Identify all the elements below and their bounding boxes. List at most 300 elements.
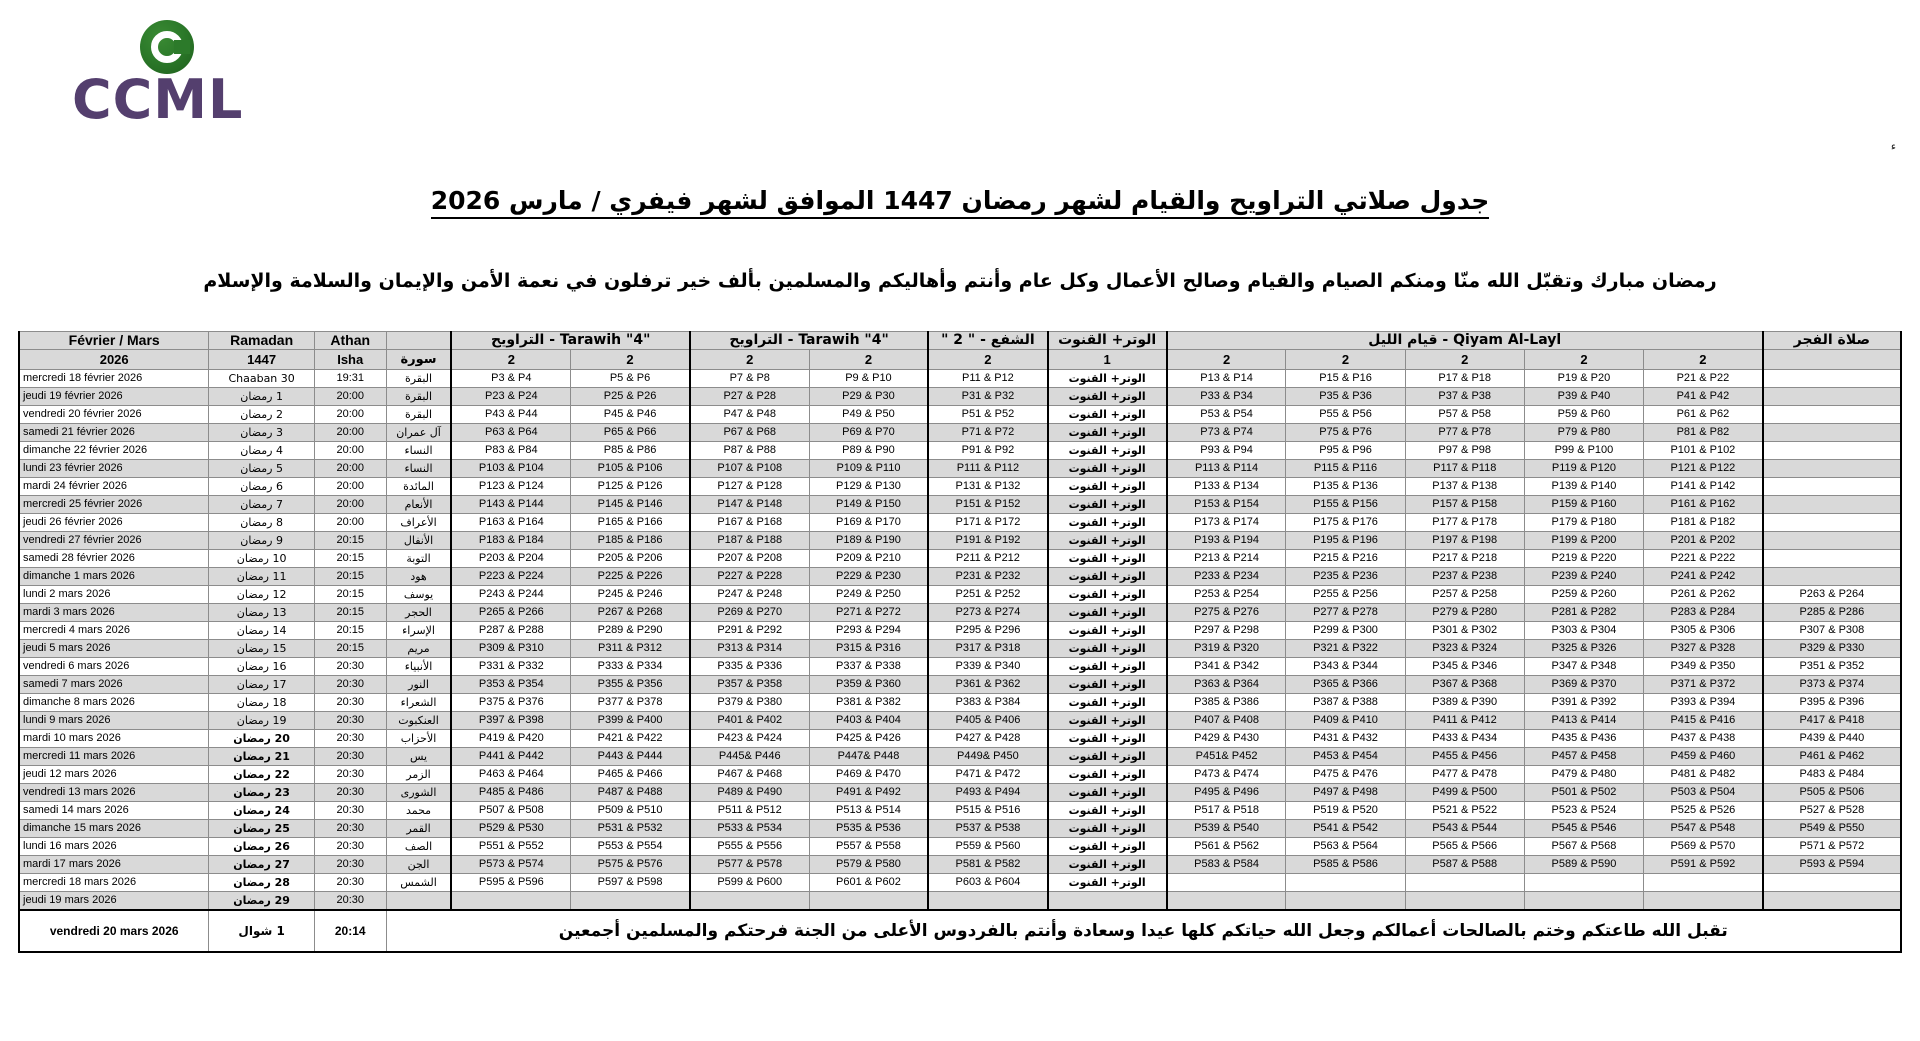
cell-tarawih-2: P85 & P86 xyxy=(571,442,690,460)
cell-qiyam-2: P497 & P498 xyxy=(1286,784,1405,802)
table-row[interactable] xyxy=(19,730,1901,748)
cell-qiyam-1: P473 & P474 xyxy=(1167,766,1286,784)
cell-sourat: الأعراف xyxy=(386,514,451,532)
cell-tarawih-4: P49 & P50 xyxy=(809,406,928,424)
footer-athan: 20:14 xyxy=(314,910,386,952)
cell-qiyam-3: P499 & P500 xyxy=(1405,784,1524,802)
cell-tarawih-3: P489 & P490 xyxy=(690,784,809,802)
cell-qiyam-1: P213 & P214 xyxy=(1167,550,1286,568)
cell-qiyam-2: P195 & P196 xyxy=(1286,532,1405,550)
cell-tarawih-1: P595 & P596 xyxy=(451,874,570,892)
cell-qiyam-2: P563 & P564 xyxy=(1286,838,1405,856)
cell-sourat: الصف xyxy=(386,838,451,856)
cell-qiyam-5: P591 & P592 xyxy=(1644,856,1763,874)
cell-athan: 20:15 xyxy=(314,568,386,586)
header-count-col-8: 2 xyxy=(928,350,1047,370)
cell-qiyam-2 xyxy=(1286,892,1405,911)
cell-date: mardi 17 mars 2026 xyxy=(19,856,209,874)
cell-shafi: P449& P450 xyxy=(928,748,1047,766)
cell-sourat: محمد xyxy=(386,802,451,820)
cell-qiyam-4: P479 & P480 xyxy=(1524,766,1643,784)
page-title-text: جدول صلاتي التراويح والقيام لشهر رمضان 1447 الموافق لشهر فيفري / مارس 2026 xyxy=(431,186,1490,219)
cell-tarawih-2: P421 & P422 xyxy=(571,730,690,748)
cell-tarawih-4: P535 & P536 xyxy=(809,820,928,838)
header-group-1: Ramadan xyxy=(209,332,314,350)
cell-shafi: P31 & P32 xyxy=(928,388,1047,406)
cell-ramadan: 13 رمضان xyxy=(209,604,314,622)
cell-tarawih-2: P553 & P554 xyxy=(571,838,690,856)
cell-athan: 20:30 xyxy=(314,802,386,820)
cell-witr: الوتر+ القنوت xyxy=(1048,712,1167,730)
cell-tarawih-3: P7 & P8 xyxy=(690,370,809,388)
table-row[interactable] xyxy=(19,802,1901,820)
cell-date: dimanche 1 mars 2026 xyxy=(19,568,209,586)
cell-sourat: الزمر xyxy=(386,766,451,784)
cell-tarawih-3: P147 & P148 xyxy=(690,496,809,514)
cell-tarawih-4: P579 & P580 xyxy=(809,856,928,874)
cell-athan: 20:00 xyxy=(314,406,386,424)
cell-tarawih-2: P575 & P576 xyxy=(571,856,690,874)
cell-fajr xyxy=(1763,514,1901,532)
cell-sourat: الأنبياء xyxy=(386,658,451,676)
cell-qiyam-2: P299 & P300 xyxy=(1286,622,1405,640)
header-group-6: الشفع - " 2 " xyxy=(928,332,1047,350)
cell-date: dimanche 8 mars 2026 xyxy=(19,694,209,712)
table-row[interactable] xyxy=(19,406,1901,424)
cell-qiyam-4: P545 & P546 xyxy=(1524,820,1643,838)
logo-wordmark: CCML xyxy=(72,68,244,131)
cell-ramadan: 28 رمضان xyxy=(209,874,314,892)
cell-tarawih-1: P353 & P354 xyxy=(451,676,570,694)
cell-witr: الوتر+ القنوت xyxy=(1048,658,1167,676)
cell-athan: 20:30 xyxy=(314,820,386,838)
cell-qiyam-5: P181 & P182 xyxy=(1644,514,1763,532)
header-group-8: Qiyam Al-Layl - قيام الليل xyxy=(1167,332,1763,350)
cell-fajr xyxy=(1763,874,1901,892)
table-row[interactable] xyxy=(19,604,1901,622)
cell-tarawih-2: P399 & P400 xyxy=(571,712,690,730)
cell-date: samedi 21 février 2026 xyxy=(19,424,209,442)
cell-sourat: البقرة xyxy=(386,406,451,424)
cell-witr: الوتر+ القنوت xyxy=(1048,748,1167,766)
cell-tarawih-1: P83 & P84 xyxy=(451,442,570,460)
cell-qiyam-1: P341 & P342 xyxy=(1167,658,1286,676)
table-row[interactable] xyxy=(19,532,1901,550)
cell-tarawih-1: P375 & P376 xyxy=(451,694,570,712)
cell-qiyam-1 xyxy=(1167,892,1286,911)
cell-tarawih-1: P265 & P266 xyxy=(451,604,570,622)
cell-qiyam-2: P585 & P586 xyxy=(1286,856,1405,874)
cell-qiyam-1: P193 & P194 xyxy=(1167,532,1286,550)
cell-witr: الوتر+ القنوت xyxy=(1048,622,1167,640)
cell-sourat: الأنعام xyxy=(386,496,451,514)
cell-sourat: الأنفال xyxy=(386,532,451,550)
cell-fajr xyxy=(1763,532,1901,550)
cell-athan: 20:30 xyxy=(314,766,386,784)
table-row[interactable] xyxy=(19,442,1901,460)
cell-tarawih-2: P245 & P246 xyxy=(571,586,690,604)
cell-qiyam-4: P369 & P370 xyxy=(1524,676,1643,694)
table-row[interactable] xyxy=(19,388,1901,406)
cell-date: dimanche 15 mars 2026 xyxy=(19,820,209,838)
cell-tarawih-1: P103 & P104 xyxy=(451,460,570,478)
cell-athan: 20:00 xyxy=(314,478,386,496)
cell-tarawih-2: P5 & P6 xyxy=(571,370,690,388)
cell-qiyam-5: P415 & P416 xyxy=(1644,712,1763,730)
table-row[interactable] xyxy=(19,478,1901,496)
cell-sourat: الحجر xyxy=(386,604,451,622)
cell-sourat: التوبة xyxy=(386,550,451,568)
table-row[interactable] xyxy=(19,856,1901,874)
table-row[interactable] xyxy=(19,874,1901,892)
cell-shafi: P211 & P212 xyxy=(928,550,1047,568)
cell-tarawih-1: P287 & P288 xyxy=(451,622,570,640)
cell-tarawih-4: P149 & P150 xyxy=(809,496,928,514)
cell-qiyam-1: P93 & P94 xyxy=(1167,442,1286,460)
cell-qiyam-3: P137 & P138 xyxy=(1405,478,1524,496)
cell-date: samedi 7 mars 2026 xyxy=(19,676,209,694)
cell-qiyam-5 xyxy=(1644,874,1763,892)
cell-qiyam-1: P13 & P14 xyxy=(1167,370,1286,388)
cell-witr: الوتر+ القنوت xyxy=(1048,442,1167,460)
cell-witr: الوتر+ القنوت xyxy=(1048,640,1167,658)
cell-tarawih-3: P379 & P380 xyxy=(690,694,809,712)
cell-qiyam-3: P367 & P368 xyxy=(1405,676,1524,694)
cell-athan: 20:00 xyxy=(314,388,386,406)
header-count-col-3: سورة xyxy=(386,350,451,370)
cell-tarawih-2: P509 & P510 xyxy=(571,802,690,820)
cell-qiyam-4: P457 & P458 xyxy=(1524,748,1643,766)
cell-witr: الوتر+ القنوت xyxy=(1048,424,1167,442)
cell-sourat: النساء xyxy=(386,442,451,460)
table-row[interactable] xyxy=(19,712,1901,730)
cell-athan: 20:30 xyxy=(314,874,386,892)
cell-witr: الوتر+ القنوت xyxy=(1048,388,1167,406)
cell-athan: 20:15 xyxy=(314,622,386,640)
cell-shafi: P111 & P112 xyxy=(928,460,1047,478)
cell-tarawih-1: P419 & P420 xyxy=(451,730,570,748)
cell-qiyam-2: P75 & P76 xyxy=(1286,424,1405,442)
cell-tarawih-4: P69 & P70 xyxy=(809,424,928,442)
cell-tarawih-2: P333 & P334 xyxy=(571,658,690,676)
cell-qiyam-4: P435 & P436 xyxy=(1524,730,1643,748)
cell-qiyam-3: P157 & P158 xyxy=(1405,496,1524,514)
cell-qiyam-1: P583 & P584 xyxy=(1167,856,1286,874)
cell-sourat: آل عمران xyxy=(386,424,451,442)
cell-qiyam-2: P475 & P476 xyxy=(1286,766,1405,784)
table-row[interactable] xyxy=(19,892,1901,911)
cell-tarawih-3: P107 & P108 xyxy=(690,460,809,478)
cell-witr: الوتر+ القنوت xyxy=(1048,838,1167,856)
cell-qiyam-2 xyxy=(1286,874,1405,892)
cell-qiyam-2: P277 & P278 xyxy=(1286,604,1405,622)
cell-sourat: النساء xyxy=(386,460,451,478)
cell-qiyam-3: P345 & P346 xyxy=(1405,658,1524,676)
cell-tarawih-4: P229 & P230 xyxy=(809,568,928,586)
cell-ramadan: 1 رمضان xyxy=(209,388,314,406)
cell-tarawih-4: P189 & P190 xyxy=(809,532,928,550)
cell-date: mardi 24 février 2026 xyxy=(19,478,209,496)
cell-sourat: المائدة xyxy=(386,478,451,496)
cell-sourat: هود xyxy=(386,568,451,586)
cell-qiyam-4: P303 & P304 xyxy=(1524,622,1643,640)
cell-qiyam-2: P15 & P16 xyxy=(1286,370,1405,388)
cell-fajr xyxy=(1763,550,1901,568)
table-head xyxy=(19,332,1901,370)
cell-shafi: P91 & P92 xyxy=(928,442,1047,460)
cell-qiyam-2: P215 & P216 xyxy=(1286,550,1405,568)
cell-qiyam-4: P347 & P348 xyxy=(1524,658,1643,676)
cell-qiyam-2: P453 & P454 xyxy=(1286,748,1405,766)
table-row[interactable] xyxy=(19,568,1901,586)
cell-qiyam-5: P327 & P328 xyxy=(1644,640,1763,658)
table-row[interactable] xyxy=(19,460,1901,478)
cell-tarawih-3: P187 & P188 xyxy=(690,532,809,550)
header-count-col-12: 2 xyxy=(1405,350,1524,370)
cell-qiyam-3: P565 & P566 xyxy=(1405,838,1524,856)
table-row[interactable] xyxy=(19,694,1901,712)
cell-qiyam-1: P33 & P34 xyxy=(1167,388,1286,406)
cell-shafi: P581 & P582 xyxy=(928,856,1047,874)
cell-sourat: العنكبوت xyxy=(386,712,451,730)
cell-tarawih-3: P577 & P578 xyxy=(690,856,809,874)
cell-qiyam-1: P385 & P386 xyxy=(1167,694,1286,712)
cell-qiyam-3: P389 & P390 xyxy=(1405,694,1524,712)
cell-tarawih-1: P243 & P244 xyxy=(451,586,570,604)
cell-witr: الوتر+ القنوت xyxy=(1048,460,1167,478)
cell-shafi: P71 & P72 xyxy=(928,424,1047,442)
cell-fajr: P263 & P264 xyxy=(1763,586,1901,604)
cell-athan: 20:30 xyxy=(314,892,386,911)
table-row[interactable] xyxy=(19,658,1901,676)
cell-fajr: P373 & P374 xyxy=(1763,676,1901,694)
table-row[interactable] xyxy=(19,748,1901,766)
cell-qiyam-4: P159 & P160 xyxy=(1524,496,1643,514)
cell-qiyam-3: P433 & P434 xyxy=(1405,730,1524,748)
cell-qiyam-5: P121 & P122 xyxy=(1644,460,1763,478)
cell-date: samedi 14 mars 2026 xyxy=(19,802,209,820)
cell-qiyam-3: P411 & P412 xyxy=(1405,712,1524,730)
cell-tarawih-3: P445& P446 xyxy=(690,748,809,766)
cell-tarawih-2: P443 & P444 xyxy=(571,748,690,766)
header-group-7: الوتر+ القنوت xyxy=(1048,332,1167,350)
cell-tarawih-1: P183 & P184 xyxy=(451,532,570,550)
cell-ramadan: 8 رمضان xyxy=(209,514,314,532)
cell-fajr xyxy=(1763,424,1901,442)
cell-witr: الوتر+ القنوت xyxy=(1048,802,1167,820)
cell-witr: الوتر+ القنوت xyxy=(1048,676,1167,694)
cell-qiyam-4: P413 & P414 xyxy=(1524,712,1643,730)
cell-qiyam-5: P241 & P242 xyxy=(1644,568,1763,586)
cell-qiyam-5: P437 & P438 xyxy=(1644,730,1763,748)
cell-qiyam-2: P95 & P96 xyxy=(1286,442,1405,460)
cell-qiyam-2: P55 & P56 xyxy=(1286,406,1405,424)
cell-date: mercredi 25 février 2026 xyxy=(19,496,209,514)
cell-qiyam-2: P541 & P542 xyxy=(1286,820,1405,838)
cell-qiyam-4: P219 & P220 xyxy=(1524,550,1643,568)
cell-ramadan: 3 رمضان xyxy=(209,424,314,442)
cell-qiyam-4 xyxy=(1524,892,1643,911)
header-count-col-10: 2 xyxy=(1167,350,1286,370)
cell-fajr: P461 & P462 xyxy=(1763,748,1901,766)
cell-qiyam-5: P141 & P142 xyxy=(1644,478,1763,496)
cell-tarawih-2: P311 & P312 xyxy=(571,640,690,658)
cell-qiyam-2: P321 & P322 xyxy=(1286,640,1405,658)
cell-sourat: الشمس xyxy=(386,874,451,892)
cell-qiyam-1: P113 & P114 xyxy=(1167,460,1286,478)
cell-qiyam-1: P73 & P74 xyxy=(1167,424,1286,442)
cell-qiyam-5: P305 & P306 xyxy=(1644,622,1763,640)
table-row[interactable] xyxy=(19,766,1901,784)
cell-tarawih-2: P377 & P378 xyxy=(571,694,690,712)
header-count-col-11: 2 xyxy=(1286,350,1405,370)
cell-tarawih-4: P491 & P492 xyxy=(809,784,928,802)
cell-qiyam-3 xyxy=(1405,892,1524,911)
cell-sourat: البقرة xyxy=(386,370,451,388)
cell-qiyam-1: P53 & P54 xyxy=(1167,406,1286,424)
header-group-5: "4" Tarawih - التراويح xyxy=(690,332,928,350)
cell-tarawih-1: P223 & P224 xyxy=(451,568,570,586)
cell-shafi xyxy=(928,892,1047,911)
cell-fajr: P307 & P308 xyxy=(1763,622,1901,640)
cell-qiyam-4: P179 & P180 xyxy=(1524,514,1643,532)
table-row[interactable] xyxy=(19,676,1901,694)
cell-ramadan: 20 رمضان xyxy=(209,730,314,748)
cell-qiyam-5: P503 & P504 xyxy=(1644,784,1763,802)
cell-tarawih-1: P573 & P574 xyxy=(451,856,570,874)
table-row[interactable] xyxy=(19,370,1901,388)
cell-ramadan: 23 رمضان xyxy=(209,784,314,802)
cell-tarawih-2: P145 & P146 xyxy=(571,496,690,514)
cell-qiyam-4: P19 & P20 xyxy=(1524,370,1643,388)
cell-qiyam-5: P525 & P526 xyxy=(1644,802,1763,820)
cell-ramadan: 26 رمضان xyxy=(209,838,314,856)
cell-qiyam-4: P567 & P568 xyxy=(1524,838,1643,856)
cell-athan: 20:15 xyxy=(314,532,386,550)
footer-date: vendredi 20 mars 2026 xyxy=(19,910,209,952)
cell-shafi: P251 & P252 xyxy=(928,586,1047,604)
cell-tarawih-4: P109 & P110 xyxy=(809,460,928,478)
table-row[interactable] xyxy=(19,496,1901,514)
cell-shafi: P515 & P516 xyxy=(928,802,1047,820)
table-row[interactable] xyxy=(19,838,1901,856)
cell-qiyam-3: P323 & P324 xyxy=(1405,640,1524,658)
cell-sourat: يس xyxy=(386,748,451,766)
cell-shafi: P11 & P12 xyxy=(928,370,1047,388)
header-count-col-4: 2 xyxy=(451,350,570,370)
cell-tarawih-1: P441 & P442 xyxy=(451,748,570,766)
cell-shafi: P295 & P296 xyxy=(928,622,1047,640)
cell-tarawih-1: P551 & P552 xyxy=(451,838,570,856)
cell-witr: الوتر+ القنوت xyxy=(1048,496,1167,514)
cell-athan: 20:30 xyxy=(314,658,386,676)
cell-qiyam-5: P21 & P22 xyxy=(1644,370,1763,388)
table-row[interactable] xyxy=(19,640,1901,658)
cell-qiyam-1: P173 & P174 xyxy=(1167,514,1286,532)
cell-tarawih-3: P27 & P28 xyxy=(690,388,809,406)
cell-tarawih-4: P557 & P558 xyxy=(809,838,928,856)
cell-shafi: P339 & P340 xyxy=(928,658,1047,676)
cell-qiyam-3: P37 & P38 xyxy=(1405,388,1524,406)
cell-date: vendredi 13 mars 2026 xyxy=(19,784,209,802)
table-row[interactable] xyxy=(19,820,1901,838)
table-row[interactable] xyxy=(19,622,1901,640)
header-count-col-5: 2 xyxy=(571,350,690,370)
cell-qiyam-2: P431 & P432 xyxy=(1286,730,1405,748)
cell-fajr: P395 & P396 xyxy=(1763,694,1901,712)
cell-qiyam-3: P117 & P118 xyxy=(1405,460,1524,478)
cell-qiyam-2: P155 & P156 xyxy=(1286,496,1405,514)
cell-qiyam-2: P235 & P236 xyxy=(1286,568,1405,586)
cell-ramadan: 18 رمضان xyxy=(209,694,314,712)
cell-tarawih-1: P331 & P332 xyxy=(451,658,570,676)
cell-witr: الوتر+ القنوت xyxy=(1048,766,1167,784)
cell-fajr: P527 & P528 xyxy=(1763,802,1901,820)
footer-ramadan: 1 شوال xyxy=(209,910,314,952)
cell-qiyam-4: P391 & P392 xyxy=(1524,694,1643,712)
cell-tarawih-2: P25 & P26 xyxy=(571,388,690,406)
cell-tarawih-3 xyxy=(690,892,809,911)
cell-tarawih-3: P357 & P358 xyxy=(690,676,809,694)
cell-tarawih-3: P207 & P208 xyxy=(690,550,809,568)
cell-tarawih-1: P3 & P4 xyxy=(451,370,570,388)
cell-qiyam-5: P371 & P372 xyxy=(1644,676,1763,694)
cell-tarawih-1: P485 & P486 xyxy=(451,784,570,802)
cell-athan: 20:00 xyxy=(314,442,386,460)
cell-ramadan: 16 رمضان xyxy=(209,658,314,676)
cell-tarawih-3: P291 & P292 xyxy=(690,622,809,640)
table-row[interactable] xyxy=(19,514,1901,532)
page-title xyxy=(0,186,1920,215)
cell-qiyam-5: P41 & P42 xyxy=(1644,388,1763,406)
schedule-table xyxy=(18,331,1902,953)
cell-tarawih-4: P315 & P316 xyxy=(809,640,928,658)
cell-ramadan: 25 رمضان xyxy=(209,820,314,838)
cell-qiyam-3: P477 & P478 xyxy=(1405,766,1524,784)
cell-tarawih-4: P271 & P272 xyxy=(809,604,928,622)
cell-qiyam-1: P253 & P254 xyxy=(1167,586,1286,604)
cell-qiyam-5: P61 & P62 xyxy=(1644,406,1763,424)
cell-ramadan: 12 رمضان xyxy=(209,586,314,604)
cell-tarawih-3: P87 & P88 xyxy=(690,442,809,460)
cell-ramadan: 4 رمضان xyxy=(209,442,314,460)
cell-sourat: مريم xyxy=(386,640,451,658)
cell-tarawih-3: P269 & P270 xyxy=(690,604,809,622)
table-row[interactable] xyxy=(19,424,1901,442)
table-row[interactable] xyxy=(19,586,1901,604)
cell-fajr xyxy=(1763,370,1901,388)
cell-tarawih-3: P467 & P468 xyxy=(690,766,809,784)
cell-qiyam-5: P481 & P482 xyxy=(1644,766,1763,784)
cell-tarawih-3: P599 & P600 xyxy=(690,874,809,892)
cell-tarawih-2: P355 & P356 xyxy=(571,676,690,694)
cell-witr: الوتر+ القنوت xyxy=(1048,550,1167,568)
table-body xyxy=(19,370,1901,953)
cell-ramadan: 2 رمضان xyxy=(209,406,314,424)
cell-fajr xyxy=(1763,442,1901,460)
cell-witr: الوتر+ القنوت xyxy=(1048,478,1167,496)
cell-qiyam-4: P59 & P60 xyxy=(1524,406,1643,424)
cell-witr: الوتر+ القنوت xyxy=(1048,604,1167,622)
cell-tarawih-3: P533 & P534 xyxy=(690,820,809,838)
cell-qiyam-1: P297 & P298 xyxy=(1167,622,1286,640)
table-row[interactable] xyxy=(19,550,1901,568)
cell-shafi: P405 & P406 xyxy=(928,712,1047,730)
cell-qiyam-5: P101 & P102 xyxy=(1644,442,1763,460)
table-row[interactable] xyxy=(19,784,1901,802)
cell-qiyam-1: P495 & P496 xyxy=(1167,784,1286,802)
cell-ramadan: 29 رمضان xyxy=(209,892,314,911)
